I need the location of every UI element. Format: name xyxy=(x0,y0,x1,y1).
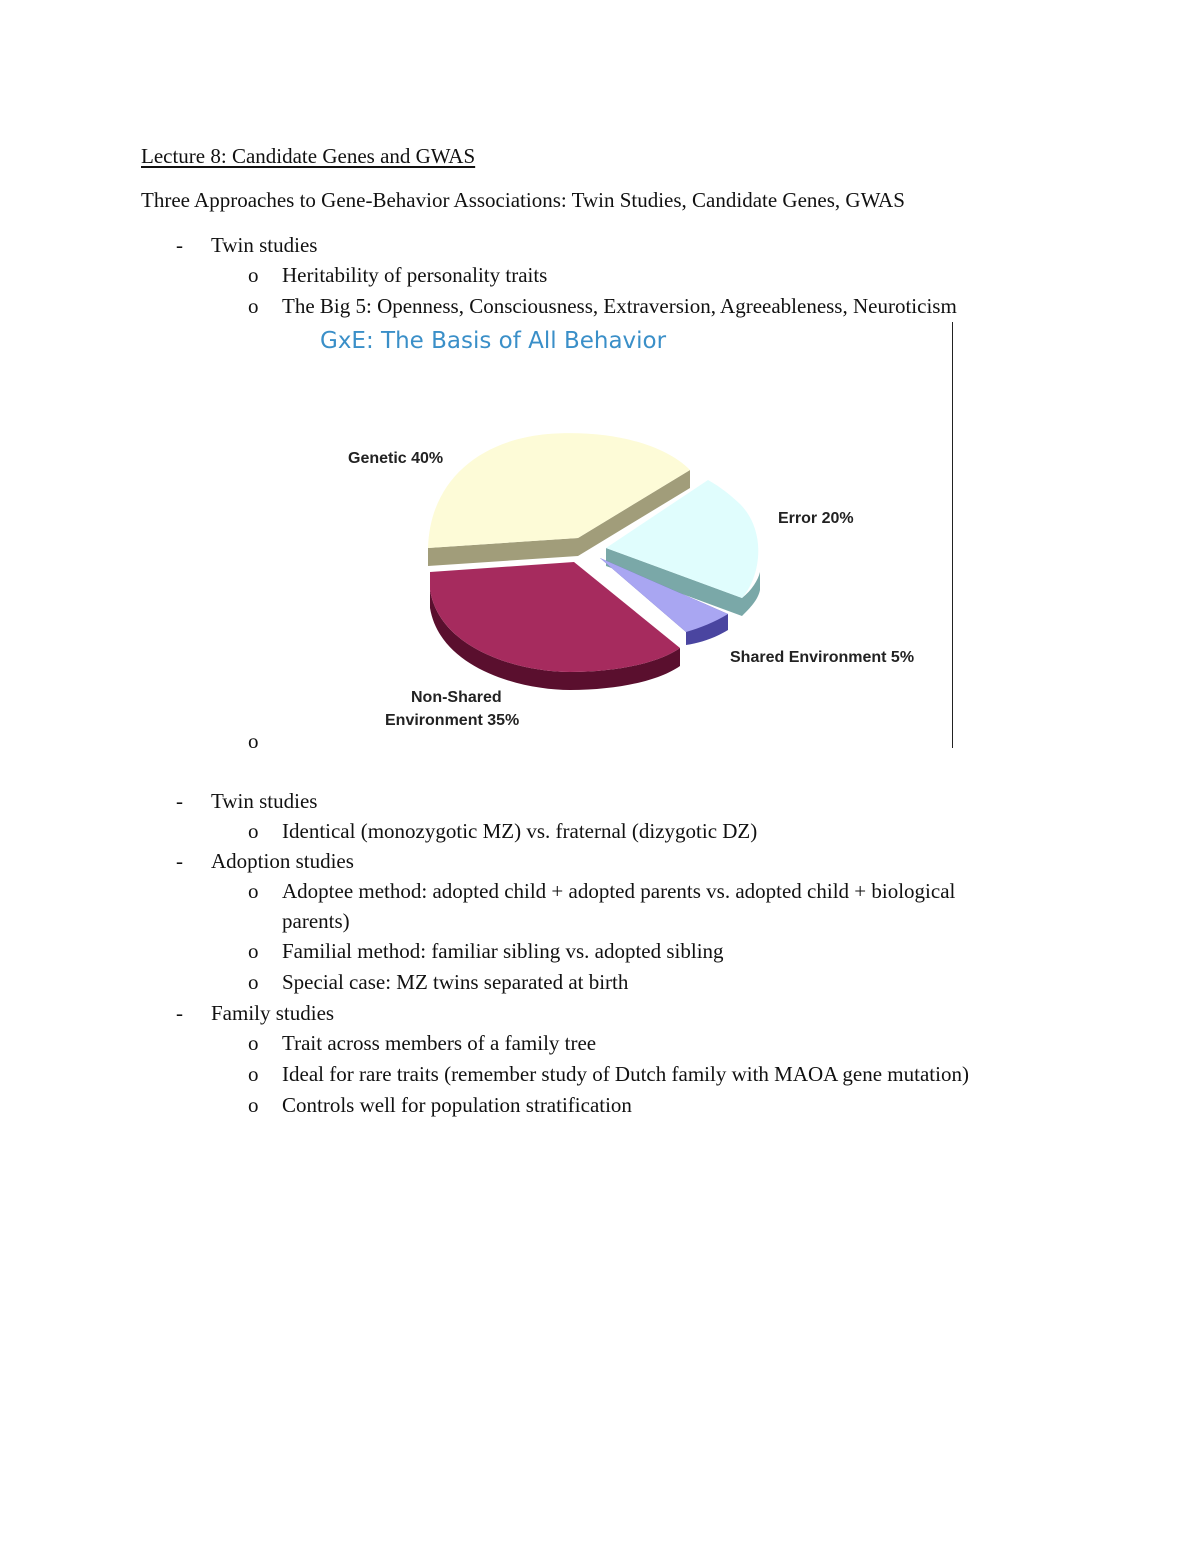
circle-bullet: o xyxy=(248,263,259,287)
page-title: Lecture 8: Candidate Genes and GWAS xyxy=(141,144,476,168)
list-item: Special case: MZ twins separated at birth xyxy=(282,970,629,994)
dash-bullet: - xyxy=(176,1001,183,1025)
circle-bullet: o xyxy=(248,729,259,753)
dash-bullet: - xyxy=(176,789,183,813)
circle-bullet: o xyxy=(248,294,259,318)
circle-bullet: o xyxy=(248,1062,259,1086)
list-item: Controls well for population stratification xyxy=(282,1093,632,1117)
dash-bullet: - xyxy=(176,849,183,873)
list-item: The Big 5: Openness, Consciousness, Extraversion, Agreeableness, Neuroticism xyxy=(282,294,957,318)
list-item: Identical (monozygotic MZ) vs. fraternal (dizygotic DZ) xyxy=(282,819,758,843)
list-item: Heritability of personality traits xyxy=(282,263,548,287)
circle-bullet: o xyxy=(248,970,259,994)
circle-bullet: o xyxy=(248,939,259,963)
list-item-continuation: parents) xyxy=(282,909,350,933)
pie-label-shared-environment: Shared Environment 5% xyxy=(730,649,915,666)
pie-label-nonshared-line-1: Non-Shared xyxy=(411,689,502,706)
pie-label-error: Error 20% xyxy=(778,510,854,527)
section-heading-twin-studies: Twin studies xyxy=(211,789,318,813)
circle-bullet: o xyxy=(248,819,259,843)
list-item: Trait across members of a family tree xyxy=(282,1031,597,1055)
list-item: Familial method: familiar sibling vs. adopted sibling xyxy=(282,939,724,963)
section-heading-twin-studies: Twin studies xyxy=(211,233,318,257)
section-heading-adoption-studies: Adoption studies xyxy=(211,849,354,873)
list-item: Ideal for rare traits (remember study of Dutch family with MAOA gene mutation) xyxy=(282,1062,969,1086)
section-heading-family-studies: Family studies xyxy=(211,1001,335,1025)
pie-label-nonshared-line-2: Environment 35% xyxy=(385,712,520,729)
dash-bullet: - xyxy=(176,233,183,257)
circle-bullet: o xyxy=(248,1093,259,1117)
pie-chart xyxy=(0,0,1200,760)
chart-title: GxE: The Basis of All Behavior xyxy=(320,328,667,354)
circle-bullet: o xyxy=(248,879,259,903)
list-item: Adoptee method: adopted child + adopted parents vs. adopted child + biological xyxy=(282,879,956,903)
circle-bullet: o xyxy=(248,1031,259,1055)
page-subtitle: Three Approaches to Gene-Behavior Associations: Twin Studies, Candidate Genes, GWAS xyxy=(141,188,905,212)
pie-label-genetic: Genetic 40% xyxy=(348,450,444,467)
